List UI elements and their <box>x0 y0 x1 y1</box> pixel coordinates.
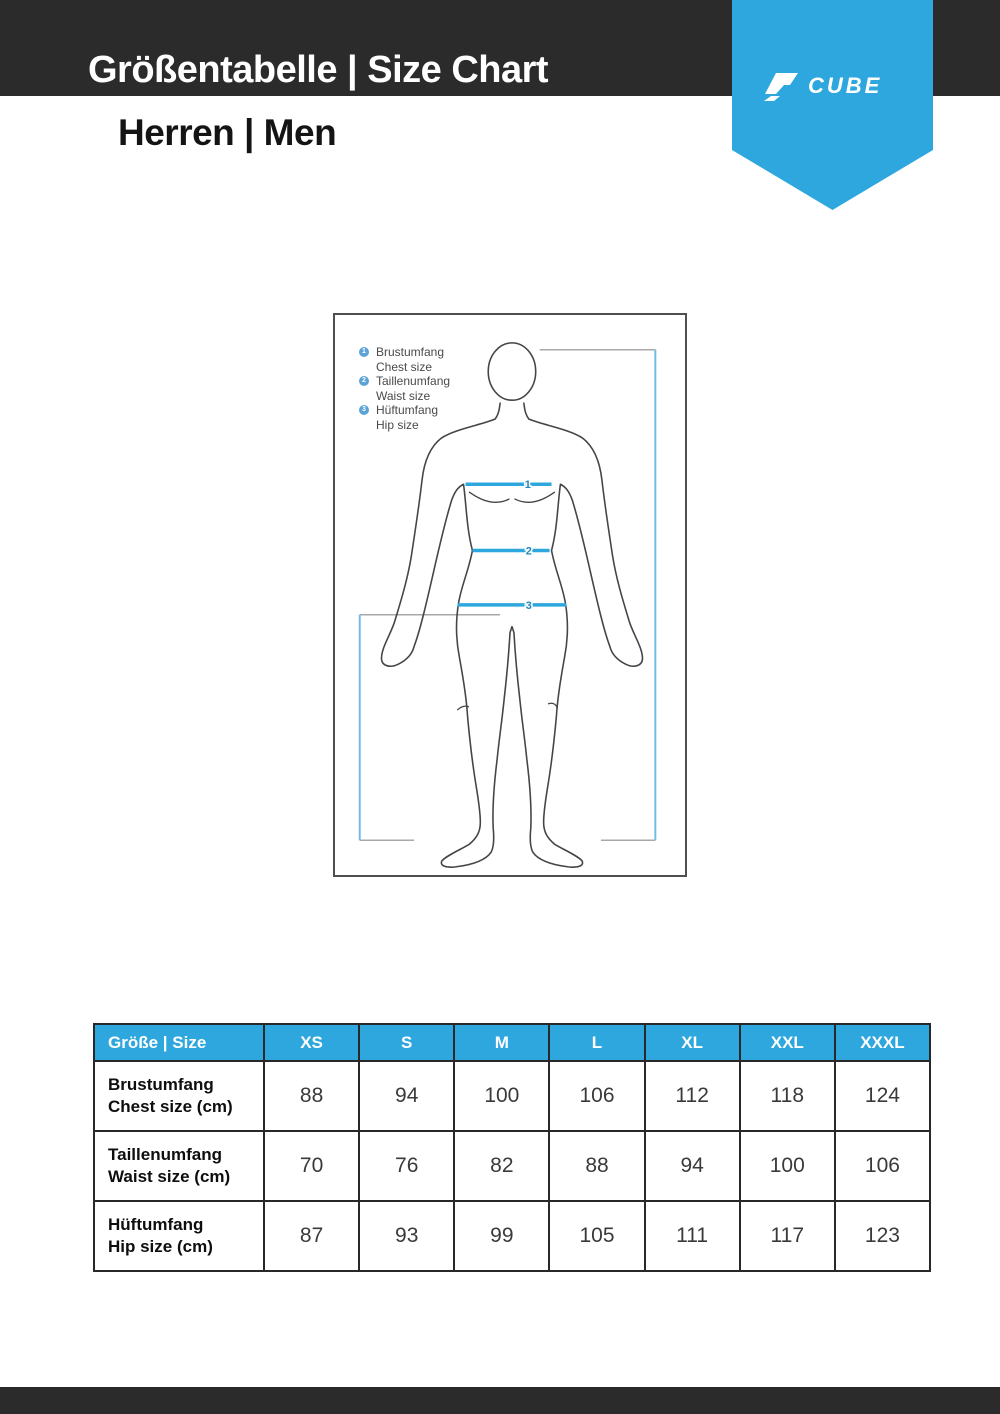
value-cell: 106 <box>835 1131 930 1201</box>
row-label <box>94 1201 264 1271</box>
value-cell: 99 <box>454 1201 549 1271</box>
chest-contour-right <box>515 492 555 502</box>
table-row-chest <box>94 1061 930 1131</box>
value-cell: 117 <box>740 1201 835 1271</box>
row-label-de: Taillenumfang <box>108 1144 222 1164</box>
legend-item-waist <box>359 374 450 403</box>
page-subtitle: Herren | Men <box>118 112 337 153</box>
row-label-en: Waist size (cm) <box>108 1167 231 1186</box>
legend-item-hip <box>359 403 450 432</box>
measurement-lines <box>458 479 567 612</box>
legend-label-en: Waist size <box>376 388 431 403</box>
header-cell-m: M <box>454 1024 549 1061</box>
cube-logo-text: CUBE <box>808 73 883 98</box>
size-table <box>93 1023 931 1272</box>
value-cell: 70 <box>264 1131 359 1201</box>
body-path <box>381 403 642 867</box>
size-table-header-row <box>94 1024 930 1061</box>
header-cell-s: S <box>359 1024 454 1061</box>
legend-label-de: Taillenumfang <box>376 374 451 388</box>
value-cell: 82 <box>454 1131 549 1201</box>
value-cell: 93 <box>359 1201 454 1271</box>
footer-bar <box>0 1387 1000 1414</box>
header-cell-l: L <box>549 1024 644 1061</box>
value-cell: 118 <box>740 1061 835 1131</box>
value-cell: 111 <box>645 1201 740 1271</box>
row-label-en: Chest size (cm) <box>108 1097 233 1116</box>
value-cell: 94 <box>645 1131 740 1201</box>
legend-bullet-1-icon: 1 <box>359 347 369 357</box>
row-label <box>94 1131 264 1201</box>
legend-label-en: Hip size <box>376 417 419 432</box>
legend-label-en: Chest size <box>376 359 433 374</box>
value-cell: 123 <box>835 1201 930 1271</box>
value-cell: 87 <box>264 1201 359 1271</box>
row-label <box>94 1061 264 1131</box>
legend-bullet-3-icon: 3 <box>359 405 369 415</box>
measurement-diagram <box>333 313 687 877</box>
value-cell: 100 <box>740 1131 835 1201</box>
page-title: Größentabelle | Size Chart <box>88 49 549 91</box>
value-cell: 112 <box>645 1061 740 1131</box>
value-cell: 76 <box>359 1131 454 1201</box>
waist-line-number: 2 <box>525 545 532 558</box>
chest-line-number: 1 <box>524 479 531 492</box>
table-row-hip <box>94 1201 930 1271</box>
value-cell: 100 <box>454 1061 549 1131</box>
value-cell: 88 <box>549 1131 644 1201</box>
legend-item-chest <box>359 345 450 374</box>
legend-label-de: Brustumfang <box>376 345 445 359</box>
row-label-de: Hüftumfang <box>108 1214 204 1234</box>
value-cell: 105 <box>549 1201 644 1271</box>
header-cell-size: Größe | Size <box>94 1024 264 1061</box>
value-cell: 124 <box>835 1061 930 1131</box>
value-cell: 94 <box>359 1061 454 1131</box>
head <box>488 343 535 400</box>
value-cell: 88 <box>264 1061 359 1131</box>
header-cell-xxxl: XXXL <box>835 1024 930 1061</box>
header-cell-xs: XS <box>264 1024 359 1061</box>
legend-bullet-2-icon: 2 <box>359 376 369 386</box>
legend-label-de: Hüftumfang <box>376 403 439 417</box>
table-row-waist <box>94 1131 930 1201</box>
ribbon-shape <box>732 0 933 210</box>
knee-mark-right <box>549 703 558 707</box>
row-label-de: Brustumfang <box>108 1074 214 1094</box>
diagram-legend <box>359 345 450 432</box>
hip-line-number: 3 <box>525 599 532 612</box>
brand-ribbon <box>732 0 933 210</box>
value-cell: 106 <box>549 1061 644 1131</box>
header-cell-xxl: XXL <box>740 1024 835 1061</box>
brand-ribbon-svg <box>732 0 933 210</box>
chest-contour-left <box>469 492 509 502</box>
header-cell-xl: XL <box>645 1024 740 1061</box>
row-label-en: Hip size (cm) <box>108 1237 213 1256</box>
